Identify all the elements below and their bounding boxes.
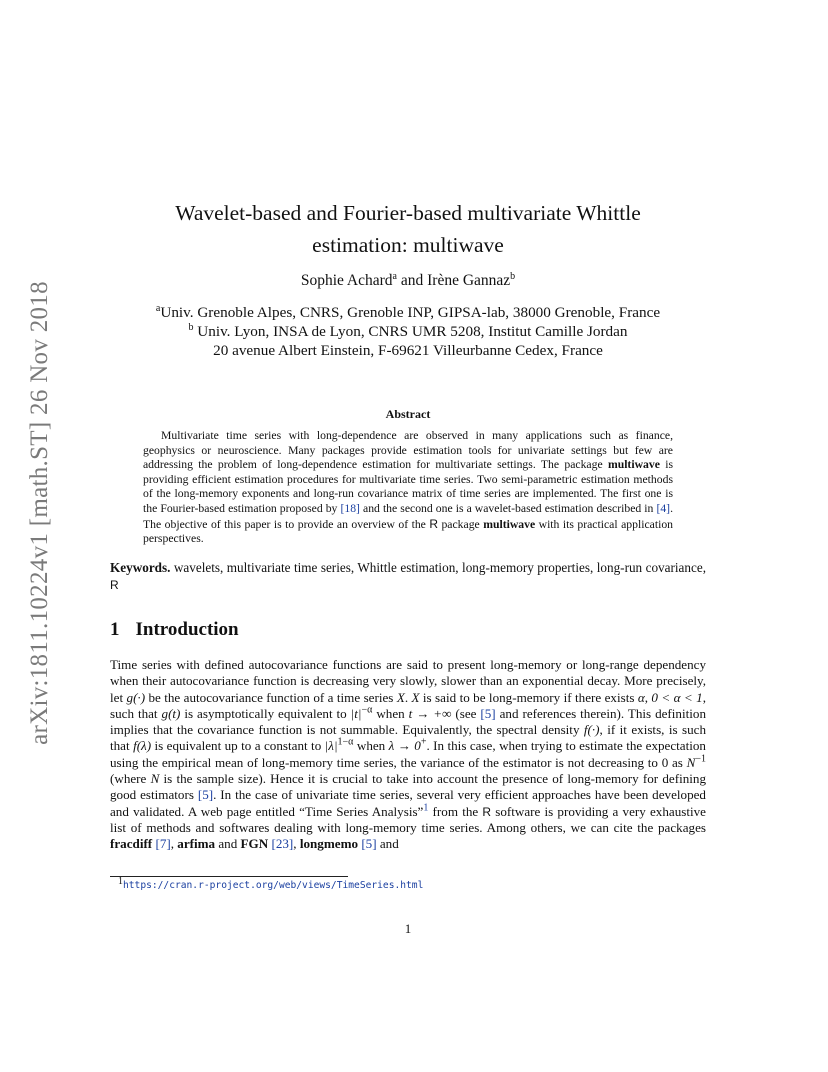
text-part: software is providing a very exhaustive list of methods and softwares dealing with long-memory time series. Among others, we can cite the packages [110, 803, 706, 835]
footnote [118, 875, 424, 891]
text-part: (see [451, 705, 481, 721]
text-part: when [353, 738, 389, 754]
math-superscript: −1 [695, 753, 706, 765]
citation-link[interactable]: [23] [271, 836, 294, 852]
package-name: arfima [177, 836, 216, 852]
package-name: FGN [240, 836, 269, 852]
text-part: is the sample size). Hence it is crucial to take into account the presence of long-memory for defining good estimators [110, 771, 706, 803]
abstract-part: Multivariate time series with long-dependence are observed in many applications such as finance, geophysics or neuroscience. Many packages provide estimation tools for univariate settings but few are addressing the problem of long-dependence estimation for multivariate settings. The package [143, 429, 673, 472]
text-part: is said to be long-memory if there exists [419, 689, 638, 705]
authors [110, 272, 706, 290]
math: g(t) [161, 705, 181, 721]
text-part: , if it exists, is such that [110, 722, 706, 754]
keywords [110, 560, 706, 593]
r-language-name: R [110, 577, 119, 592]
text-part: . In this case, when trying to estimate the expectation using the empirical mean of long-memory time series, the variance of the estimator is not decreasing to 0 as [110, 738, 706, 770]
text-part: is equivalent up to a constant to [151, 738, 325, 754]
abstract-text [143, 429, 673, 547]
text-part: , [644, 689, 652, 705]
math: t → +∞ [408, 705, 452, 721]
math: g(·) [126, 689, 146, 705]
r-language-name: R [482, 804, 492, 819]
math-superscript: −α [361, 704, 373, 716]
author-2: Irène Gannaz [427, 272, 511, 289]
math: f(λ) [133, 738, 152, 754]
paper-title [110, 197, 706, 261]
citation-link[interactable]: [4] [656, 501, 671, 515]
affiliation-1 [110, 303, 706, 322]
text-part: Time series with defined autocovariance functions are said to present long-memory or long-range dependency when their autocovariance function is decreasing very slowly, slower than an exponential decay. More precisely, let [110, 657, 706, 705]
citation-link[interactable]: [18] [340, 501, 360, 515]
affiliations [110, 303, 706, 360]
text-part: when [372, 705, 409, 721]
affiliation-2-text: Univ. Lyon, INSA de Lyon, CNRS UMR 5208, Institut Camille Jordan [193, 323, 628, 340]
text-part: (where [110, 771, 151, 787]
math: λ → 0 [388, 738, 421, 754]
keywords-label: Keywords. [110, 560, 171, 575]
introduction-paragraph [110, 657, 706, 853]
math: X [396, 689, 405, 705]
affiliation-2-mark: b [188, 321, 194, 333]
math: |λ| [324, 738, 338, 754]
text-part: and [376, 836, 399, 852]
affiliation-1-text: Univ. Grenoble Alpes, CNRS, Grenoble INP, GIPSA-lab, 38000 Grenoble, France [160, 304, 661, 321]
citation-link[interactable]: [5] [480, 705, 496, 721]
author-1-mark: a [392, 270, 397, 282]
abstract-part: with its practical application perspectives. [143, 517, 674, 546]
text-part: and [215, 836, 241, 852]
abstract-part: . The objective of this paper is to provide an overview of the [143, 501, 673, 531]
r-language-name: R [429, 516, 438, 531]
authors-and: and [396, 272, 428, 289]
package-name: multiwave [607, 458, 660, 472]
math: N [686, 754, 696, 770]
text-part: , [170, 836, 178, 852]
citation-link[interactable]: [7] [155, 836, 171, 852]
package-name: longmemo [299, 836, 359, 852]
text-part: from the [428, 803, 483, 819]
text-part: is asymptotically equivalent to [180, 705, 351, 721]
package-name: multiwave [483, 517, 536, 531]
footnote-number: 1 [118, 875, 123, 887]
math: α [637, 689, 645, 705]
affiliation-2-address: 20 avenue Albert Einstein, F-69621 Villeurbanne Cedex, France [213, 342, 603, 359]
arxiv-identifier-text: arXiv:1811.10224v1 [math.ST] 26 Nov 2018 [26, 281, 53, 745]
citation-link[interactable]: [5] [197, 787, 214, 803]
footnote-mark[interactable]: 1 [423, 802, 429, 814]
affiliation-2 [110, 322, 706, 341]
text-part: , [293, 836, 300, 852]
math: 0 < α < 1 [651, 689, 703, 705]
math: N [150, 771, 160, 787]
math: f(·) [583, 722, 600, 738]
page-number: 1 [404, 921, 412, 936]
text-part: be the autocovariance function of a time series [145, 689, 397, 705]
text-part: , such that [110, 689, 706, 721]
keywords-text: wavelets, multivariate time series, Whittle estimation, long-memory properties, long-run covariance, [170, 560, 706, 575]
math: |t| [350, 705, 362, 721]
text-part: . In the case of univariate time series, several very efficient approaches have been developed and validated. A web page entitled “Time Series Analysis” [110, 787, 706, 819]
abstract-part: package [438, 517, 484, 531]
math: X [411, 689, 420, 705]
math-superscript: + [420, 737, 427, 749]
arxiv-identifier [18, 268, 62, 758]
abstract-part: is providing efficient estimation procedures for multivariate time series. Two semi-parametric estimation methods of the long-memory exponents and long-run covariance matrix of time series are implemented. The first one is the Fourier-based estimation proposed by [143, 458, 674, 515]
footnote-url[interactable]: https://cran.r-project.org/web/views/TimeSeries.html [123, 880, 424, 891]
text-part: and references therein). This definition implies that the covariance function is not summable. Equivalently, the spectral density [110, 705, 706, 738]
footnote-divider [110, 876, 348, 877]
section-number: 1 [110, 619, 120, 640]
section-heading [110, 619, 239, 641]
section-title: Introduction [135, 619, 239, 640]
author-2-mark: b [510, 270, 516, 282]
text-part: . [404, 689, 412, 705]
abstract-part: and the second one is a wavelet-based estimation described in [359, 501, 657, 515]
affiliation-1-mark: a [155, 302, 161, 314]
citation-link[interactable]: [5] [361, 836, 377, 852]
math-superscript: 1−α [337, 737, 354, 749]
abstract-heading: Abstract [385, 407, 431, 421]
title-line-1: Wavelet-based and Fourier-based multivariate Whittle [175, 201, 641, 225]
package-name: fracdiff [110, 836, 153, 852]
title-line-2: estimation: multiwave [312, 233, 504, 257]
author-1: Sophie Achard [300, 272, 393, 289]
